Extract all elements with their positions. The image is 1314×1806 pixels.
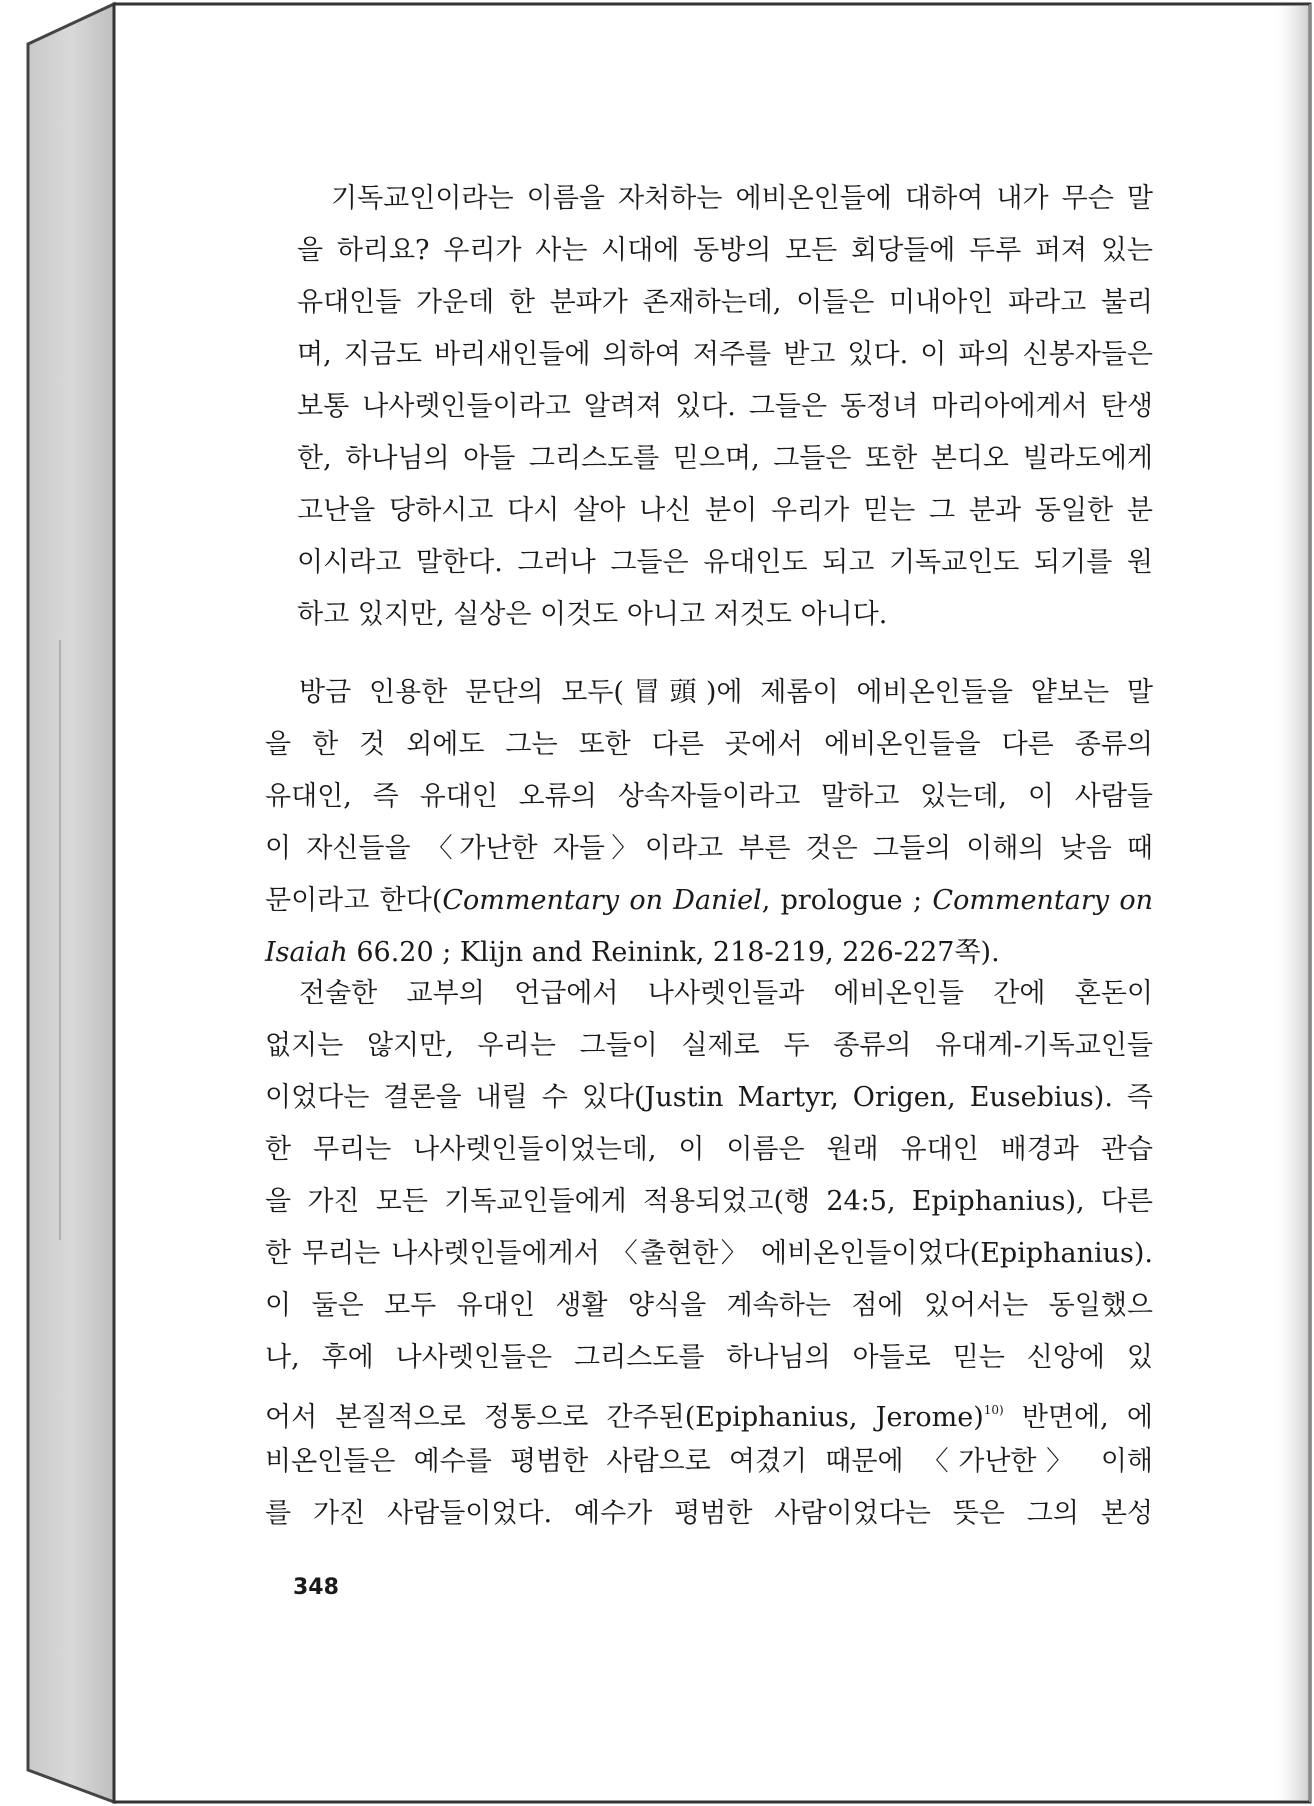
paragraph-line: 한 무리는 나사렛인들이었는데, 이 이름은 원래 유대인 배경과 관습 xyxy=(265,1134,1153,1165)
quote-line: 보통 나사렛인들이라고 알려져 있다. 그들은 동정녀 마리아에게서 탄생 xyxy=(297,391,1153,422)
paragraph-line: 전술한 교부의 언급에서 나사렛인들과 에비온인들 간에 혼돈이 xyxy=(299,978,1153,1009)
paragraph-line: 나, 후에 나사렛인들은 그리스도를 하나님의 아들로 믿는 신앙에 있 xyxy=(265,1342,1153,1373)
quote-line: 이시라고 말한다. 그러나 그들은 유대인도 되고 기독교인도 되기를 원 xyxy=(297,547,1153,578)
quote-line: 며, 지금도 바리새인들에 의하여 저주를 받고 있다. 이 파의 신봉자들은 xyxy=(297,339,1153,370)
quote-line: 유대인들 가운데 한 분파가 존재하는데, 이들은 미내아인 파라고 불리 xyxy=(297,287,1153,318)
citation-title: Commentary on xyxy=(932,885,1153,916)
footnote-marker: 10) xyxy=(983,1403,1004,1417)
paragraph-line: 이 둘은 모두 유대인 생활 양식을 계속하는 점에 있어서는 동일했으 xyxy=(265,1290,1153,1321)
paragraph-2 xyxy=(265,968,1153,1540)
paragraph-line: 이었다는 결론을 내릴 수 있다(Justin Martyr, Origen, Eusebius). 즉 xyxy=(265,1082,1153,1113)
text-run: 66.20 ; Klijn and Reinink, 218-219, 226-227쪽). xyxy=(347,937,1000,968)
paragraph-line: 비온인들은 예수를 평범한 사람으로 여겼기 때문에 〈가난한〉 이해 xyxy=(265,1446,1153,1477)
paragraph-line: 방금 인용한 문단의 모두(冒頭)에 제롬이 에비온인들을 얕보는 말 xyxy=(299,677,1153,708)
block-quote xyxy=(297,173,1153,641)
paragraph-line: 없지는 않지만, 우리는 그들이 실제로 두 종류의 유대계-기독교인들 xyxy=(265,1030,1153,1061)
text-run: 어서 본질적으로 정통으로 간주된(Epiphanius, Jerome) xyxy=(265,1402,984,1433)
quote-line: 기독교인이라는 이름을 자처하는 에비온인들에 대하여 내가 무슨 말 xyxy=(331,183,1153,214)
paragraph-line: 을 한 것 외에도 그는 또한 다른 곳에서 에비온인들을 다른 종류의 xyxy=(265,729,1153,760)
text-run: , prologue ; xyxy=(761,885,933,916)
paragraph-1 xyxy=(265,667,1153,979)
text-run: 문이라고 한다( xyxy=(265,885,443,916)
paragraph-line: 한 무리는 나사렛인들에게서 〈출현한〉 에비온인들이었다(Epiphanius). xyxy=(265,1238,1153,1269)
quote-line: 을 하리요? 우리가 사는 시대에 동방의 모든 회당들에 두루 퍼져 있는 xyxy=(297,235,1153,266)
quote-line: 고난을 당하시고 다시 살아 나신 분이 우리가 믿는 그 분과 동일한 분 xyxy=(297,495,1153,526)
paragraph-line: 이 자신들을 〈가난한 자들〉이라고 부른 것은 그들의 이해의 낮음 때 xyxy=(265,833,1153,864)
text-run: 반면에, 에 xyxy=(1003,1402,1153,1433)
page-number: 348 xyxy=(293,1575,339,1600)
paragraph-line xyxy=(265,875,1153,927)
citation-title: Commentary on Daniel xyxy=(442,885,762,916)
citation-title: Isaiah xyxy=(265,937,348,968)
quote-line: 하고 있지만, 실상은 이것도 아니고 저것도 아니다. xyxy=(297,599,888,630)
quote-line: 한, 하나님의 아들 그리스도를 믿으며, 그들은 또한 본디오 빌라도에게 xyxy=(297,443,1153,474)
paragraph-line: 을 가진 모든 기독교인들에게 적용되었고(행 24:5, Epiphanius), 다른 xyxy=(265,1186,1153,1217)
paragraph-line: 를 가진 사람들이었다. 예수가 평범한 사람이었다는 뜻은 그의 본성 xyxy=(265,1498,1153,1529)
paragraph-line: 유대인, 즉 유대인 오류의 상속자들이라고 말하고 있는데, 이 사람들 xyxy=(265,781,1153,812)
paragraph-line xyxy=(265,1384,1153,1436)
